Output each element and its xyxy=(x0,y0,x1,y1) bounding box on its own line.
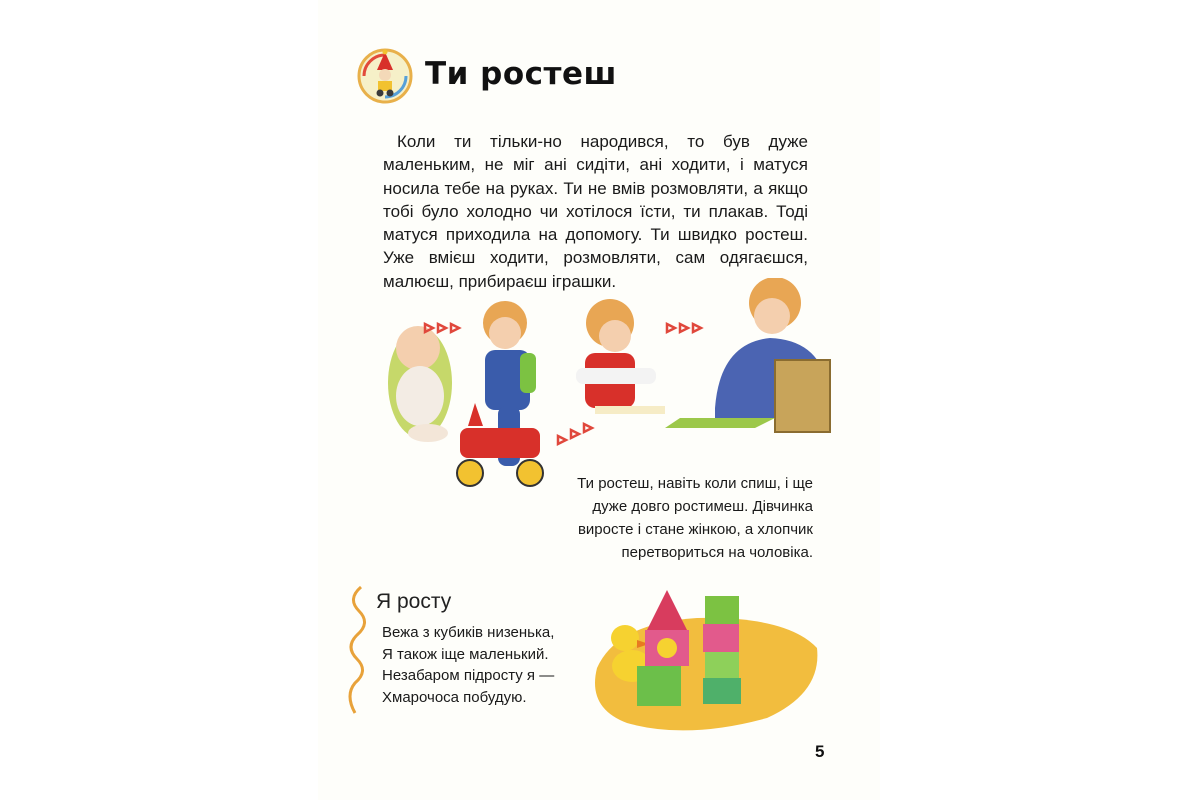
clown-toy-icon xyxy=(356,46,414,104)
man-figure xyxy=(665,278,830,432)
caption-text: Ти ростеш, навіть коли спиш, і ще дуже довго ростимеш. Дівчинка виросте і стане жінкою, а хлопчик перетвориться на чоловіка. xyxy=(577,475,813,561)
boy-figure xyxy=(576,299,665,414)
poem-title: Я росту xyxy=(376,590,452,613)
poem-line: Я також іще маленький. xyxy=(382,645,549,663)
toddler-figure xyxy=(457,301,543,486)
arrows-2 xyxy=(667,324,701,332)
poem-line: Вежа з кубиків низенька, xyxy=(382,624,555,641)
growing-up-illustration xyxy=(380,278,840,500)
toy-blocks-illustration xyxy=(587,578,827,738)
poem-line: Незабаром підросту я — xyxy=(382,667,555,684)
page-number: 5 xyxy=(815,742,825,761)
baby-figure xyxy=(388,326,452,442)
arrows-3 xyxy=(558,424,592,444)
poem-line: Хмарочоса побудую. xyxy=(382,688,527,706)
page-title: Ти ростеш xyxy=(425,56,617,92)
body-paragraph: Коли ти тільки-но народився, то був дуже маленьким, не міг ані сидіти, ані ходити, і матуся носила тебе на руках. Ти не вмів розмовляти, а якщо тобі було холодно чи хотілося їсти, ти плакав. Тоді матуся приходила на допомогу. Ти швидко ростеш. Уже вмієш ходити, розмовляти, сам одягаєшся, малюєш, прибираєш іграшки. xyxy=(383,132,808,291)
arrows-1 xyxy=(425,324,459,332)
poem-lines xyxy=(382,622,554,708)
wavy-line-icon xyxy=(343,585,369,715)
